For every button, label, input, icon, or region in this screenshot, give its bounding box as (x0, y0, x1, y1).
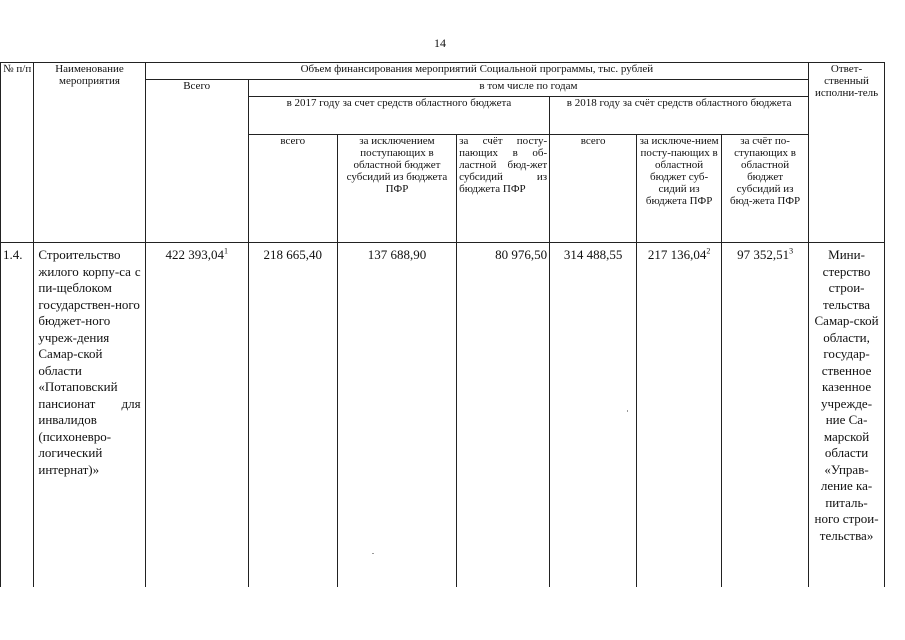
header-num: № п/п (1, 63, 34, 243)
header-2018-total: всего (550, 135, 637, 243)
row-2018-total: 314 488,55 (550, 243, 637, 588)
scan-speck (372, 553, 374, 554)
row-2018-excl: 217 136,04 (647, 247, 707, 262)
header-total: Всего (145, 80, 248, 243)
row-num: 1.4. (1, 243, 34, 588)
header-2018-pfr: за счёт по-ступающих в областной бюджет субсидий из бюд-жета ПФР (722, 135, 809, 243)
row-2018-pfr-note: 3 (789, 246, 794, 256)
financing-table-wrap (0, 62, 905, 640)
row-2017-pfr: 80 976,50 (457, 243, 550, 588)
page-number: 14 (434, 36, 446, 50)
row-total-note: 1 (223, 246, 228, 256)
header-year-2018: в 2018 году за счёт средств областного бюджета (550, 97, 809, 135)
header-2017-excl: за исключением поступающих в областной бюджет субсидий из бюджета ПФР (337, 135, 456, 243)
row-name: Строительство жилого корпу-са с пи-щеблоком государствен-ного бюджет-ного учреж-дения Самар-ской области «Потаповский пансионат для инвалидов (психоневро-логический интернат)» (34, 243, 145, 588)
financing-table (0, 62, 885, 587)
table-row (1, 243, 885, 588)
row-2017-total: 218 665,40 (248, 243, 337, 588)
header-2018-excl: за исключе-нием посту-пающих в областной бюджет суб-сидий из бюджета ПФР (637, 135, 722, 243)
header-2017-total: всего (248, 135, 337, 243)
header-funding-group: Объем финансирования мероприятий Социальной программы, тыс. рублей (145, 63, 808, 80)
row-2017-excl: 137 688,90 (337, 243, 456, 588)
header-name: Наименование мероприятия (34, 63, 145, 243)
row-2018-excl-cell (637, 243, 722, 588)
scan-speck (627, 410, 628, 412)
row-responsible: Мини-стерство строи-тельства Самар-ской области, государ-ственное казенное учрежде-ние Са-марской области «Управ-ление ка-питаль-ного строи-тельства» (809, 243, 885, 588)
row-total: 422 393,04 (165, 247, 224, 262)
header-year-2017: в 2017 году за счет средств областного бюджета (248, 97, 549, 135)
header-by-years: в том числе по годам (248, 80, 808, 97)
row-total-cell (145, 243, 248, 588)
row-2018-pfr: 97 352,51 (737, 247, 790, 262)
row-2018-excl-note: 2 (706, 246, 711, 256)
header-responsible: Ответ-ственный исполни-тель (809, 63, 885, 243)
header-2017-pfr: за счёт посту-пающих в об-ластной бюд-жет субсидий из бюджета ПФР (457, 135, 550, 243)
row-2018-pfr-cell (722, 243, 809, 588)
